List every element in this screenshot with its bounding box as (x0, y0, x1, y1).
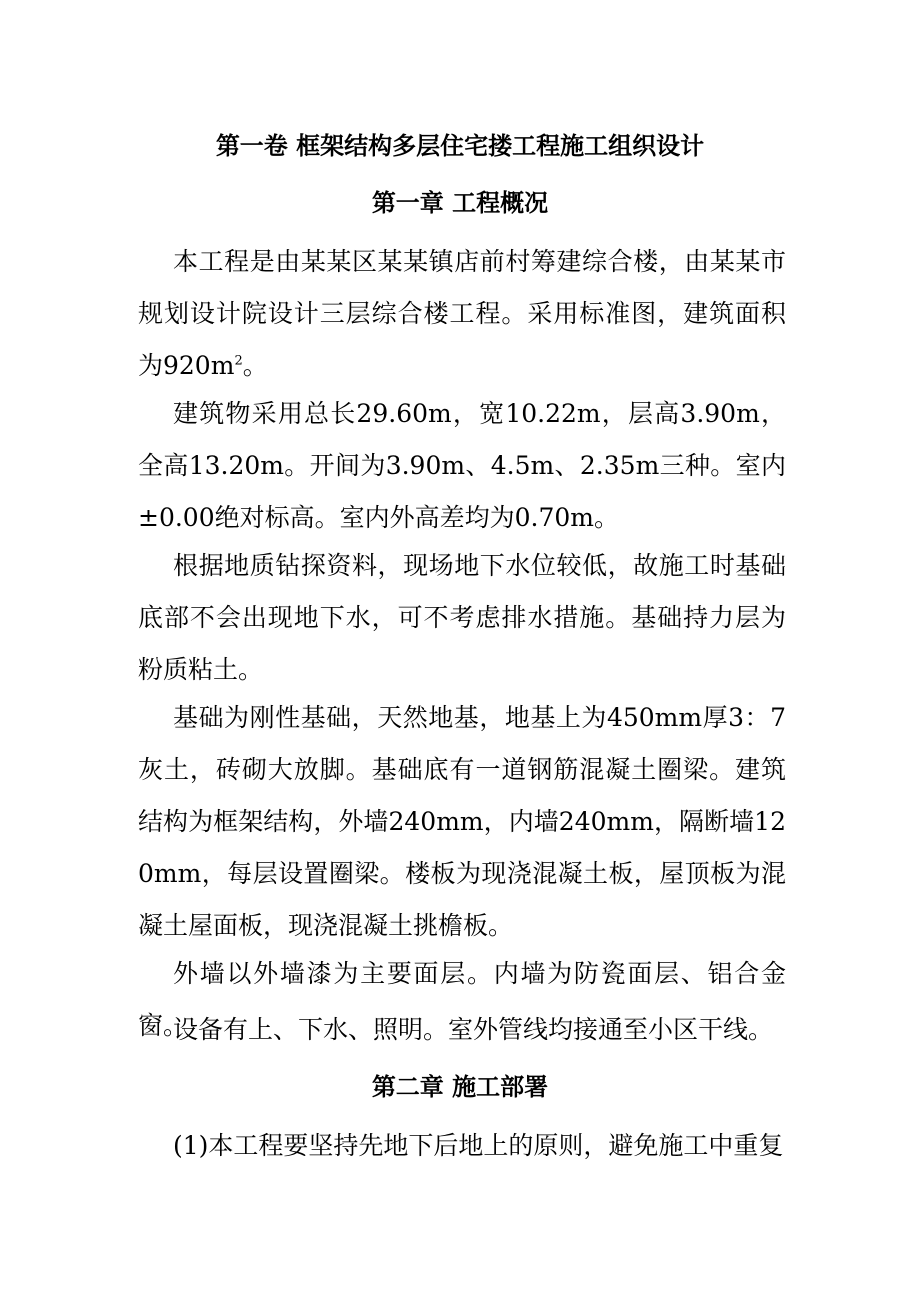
paragraph-equipment: 设备有上、下水、照明。室外管线均接通至小区干线。 (173, 1015, 774, 1044)
paragraph-foundation-structure: 基础为刚性基础，天然地基，地基上为450mm厚3：7灰土，砖砌大放脚。基础底有一道钢筋混凝土圈梁。建筑结构为框架结构，外墙240mm，内墙240mm，隔断墙120mm，每层设置圈梁。楼板为现浇混凝土板，屋顶板为混凝土屋面板，现浇混凝土挑檐板。 (138, 703, 786, 940)
paragraph-geology: 根据地质钻探资料，现场地下水位较低，故施工时基础底部不会出现地下水，可不考虑排水措施。基础持力层为粉质粘土。 (138, 551, 786, 684)
chapter-1-title: 第一章 工程概况 (371, 189, 549, 217)
paragraph-project-overview (138, 236, 786, 392)
paragraph-text-end: 。 (242, 351, 268, 380)
paragraph-deployment-principle: (1)本工程要坚持先地下后地上的原则，避免施工中重复 (173, 1131, 784, 1160)
volume-title: 第一卷 框架结构多层住宅搂工程施工组织设计 (215, 132, 705, 160)
superscript-exponent: 2 (234, 353, 243, 369)
paragraph-building-dimensions: 建筑物采用总长29.60m，宽10.22m，层高3.90m，全高13.20m。开间为3.90m、4.5m、2.35m三种。室内±0.00绝对标高。室内外高差均为0.70m。 (138, 399, 786, 532)
paragraph-text: 本工程是由某某区某某镇店前村筹建综合楼，由某某市规划设计院设计三层综合楼工程。采用标准图，建筑面积为920m (138, 247, 786, 380)
paragraph-finishes: 外墙以外墙漆为主要面层。内墙为防瓷面层、铝合金窗。 (138, 959, 786, 1040)
chapter-2-title: 第二章 施工部署 (371, 1073, 549, 1101)
